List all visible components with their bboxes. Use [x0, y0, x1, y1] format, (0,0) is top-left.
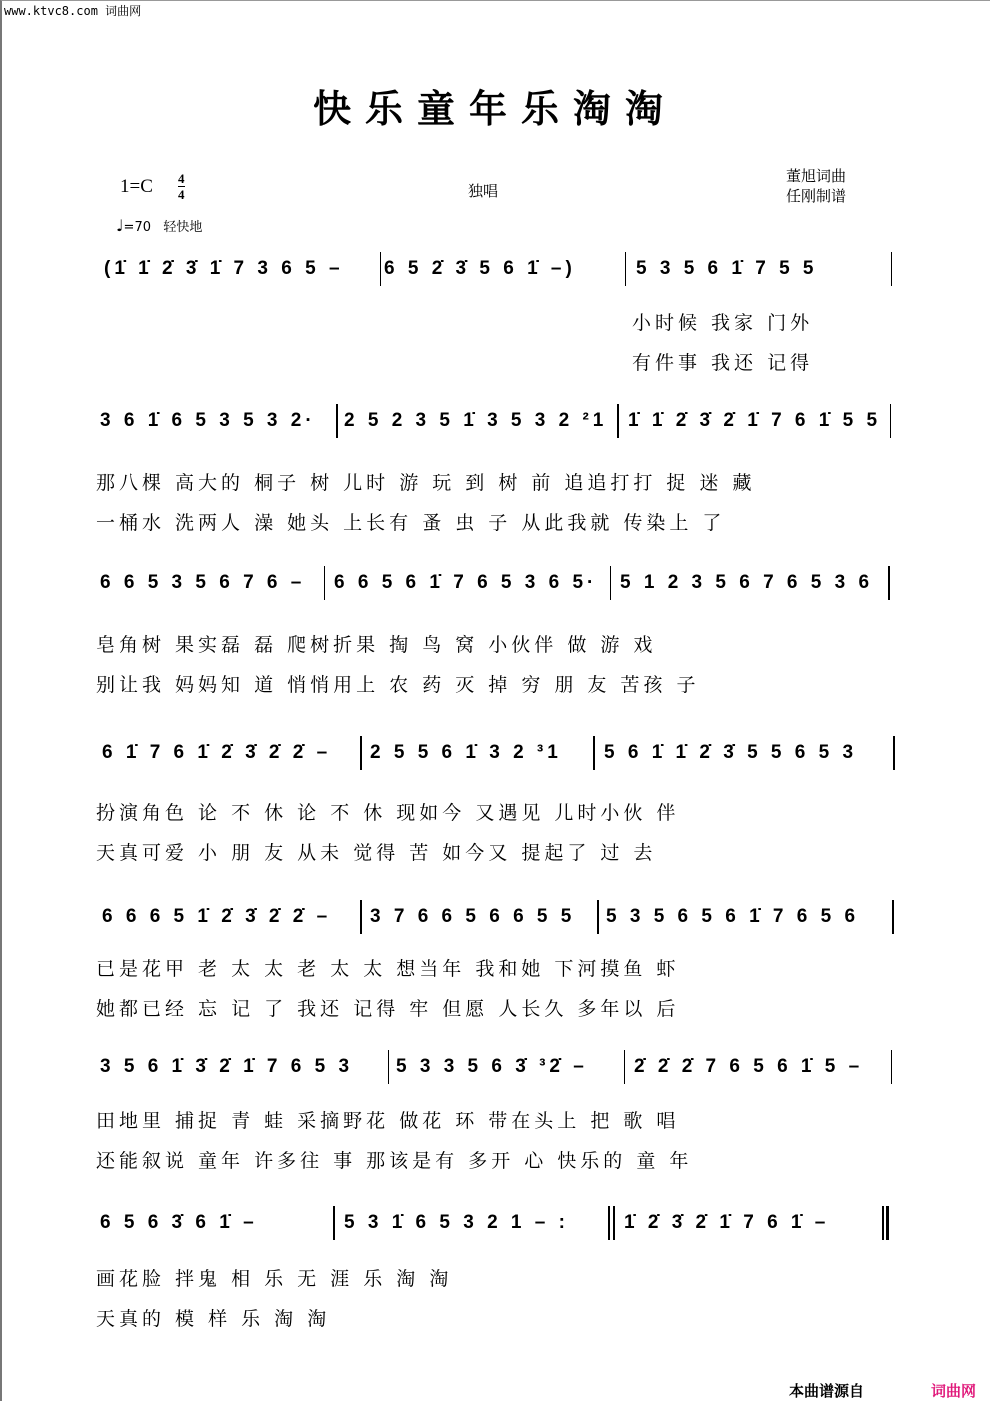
barline	[597, 900, 599, 934]
repeat-start-barline	[613, 1206, 615, 1240]
measure: 3 5 6 1̇ 3̇ 2̇ 1̇ 7 6 5 3	[100, 1056, 354, 1077]
lyric-verse-1: 已是花甲 老 太 太 老 太 太 想当年 我和她 下河摸鱼 虾	[96, 958, 680, 980]
credits	[786, 166, 846, 206]
measure: 6 5 2̇ 3̇ 5 6 1̇ –)	[384, 258, 576, 279]
site-watermark[interactable]: www.ktvc8.com 词曲网	[4, 4, 142, 18]
music-line	[0, 252, 990, 290]
barline	[888, 566, 890, 600]
lyric-verse-1: 画花脸 拌鬼 相 乐 无 涯 乐 淘 淘	[96, 1268, 453, 1290]
lyric-verse-2: 别让我 妈妈知 道 悄悄用上 农 药 灭 掉 穷 朋 友 苦孩 子	[96, 674, 700, 696]
lyric-verse-2: 天真可爱 小 朋 友 从未 觉得 苦 如今又 提起了 过 去	[96, 842, 657, 864]
tempo-bpm: =70	[123, 220, 151, 235]
barline	[891, 1050, 892, 1084]
measure: 6 6 5 3 5 6 7 6 –	[100, 572, 306, 593]
measure: 5 3 5 6 1̇ 7 5 5	[636, 258, 818, 279]
measure: 2̇ 2̇ 2̇ 7 6 5 6 1̇ 5 –	[634, 1056, 864, 1077]
music-line	[0, 566, 990, 604]
barline	[360, 900, 362, 934]
key-signature: 1=C	[120, 176, 153, 197]
lyric-verse-2: 一桶水 洗两人 澡 她头 上长有 蚤 虫 子 从此我就 传染上 了	[96, 512, 726, 534]
quarter-note-icon: ♩	[116, 216, 124, 235]
barline	[593, 736, 595, 770]
lyric-verse-1: 那八棵 高大的 桐子 树 儿时 游 玩 到 树 前 追追打打 捉 迷 藏	[96, 472, 756, 494]
footer-source-label: 本曲谱源自	[788, 1382, 864, 1400]
measure: 1̇ 1̇ 2̇ 3̇ 2̇ 1̇ 7 6 1̇ 5 5	[628, 410, 882, 431]
time-signature	[178, 172, 185, 201]
barline	[890, 404, 891, 438]
music-line	[0, 736, 990, 774]
barline	[388, 1050, 389, 1084]
final-barline-thick	[886, 1206, 889, 1240]
barline	[891, 252, 892, 286]
footer-brand-link[interactable]: 词曲网	[930, 1382, 976, 1400]
tempo-expression: 轻快地	[163, 220, 203, 235]
measure: 3 6 1̇ 6 5 3 5 3 2·	[100, 410, 316, 431]
measure: 1̇ 2̇ 3̇ 2̇ 1̇ 7 6 1̇ –	[624, 1212, 830, 1233]
barline	[324, 566, 325, 600]
barline	[610, 566, 611, 600]
measure: 2 5 5 6 1̇ 3 2 ³1	[370, 742, 562, 763]
lyric-verse-2: 还能叙说 童年 许多往 事 那该是有 多开 心 快乐的 童 年	[96, 1150, 693, 1172]
barline	[336, 404, 338, 438]
performance-style: 独唱	[468, 182, 499, 200]
measure: 5 3 1̇ 6 5 3 2 1 – :	[344, 1212, 569, 1233]
credit-lyrics-music: 董旭词曲	[786, 167, 847, 185]
barline	[893, 736, 895, 770]
barline	[333, 1206, 335, 1240]
measure: 6 1̇ 7 6 1̇ 2̇ 3̇ 2̇ 2̇ –	[102, 742, 332, 763]
measure: 5 1 2 3 5 6 7 6 5 3 6	[620, 572, 874, 593]
lyric-verse-2: 天真的 模 样 乐 淘 淘	[96, 1308, 331, 1330]
measure: 5 3 5 6 5 6 1̇ 7 6 5 6	[606, 906, 860, 927]
time-sig-top: 4	[178, 171, 185, 186]
lyric-verse-1: 田地里 捕捉 青 蛙 采摘野花 做花 环 带在头上 把 歌 唱	[96, 1110, 680, 1132]
credit-transcriber: 任刚制谱	[786, 187, 847, 205]
measure: 3 7 6 6 5 6 6 5 5	[370, 906, 576, 927]
lyric-verse-2: 她都已经 忘 记 了 我还 记得 牢 但愿 人长久 多年以 后	[96, 998, 680, 1020]
measure: 6 6 5 6 1̇ 7 6 5 3 6 5·	[334, 572, 598, 593]
barline	[617, 404, 619, 438]
measure: 6 5 6 3̇ 6 1̇ –	[100, 1212, 258, 1233]
time-sig-bottom: 4	[178, 187, 185, 202]
music-line	[0, 1206, 990, 1244]
measure: (1̇ 1̇ 2̇ 3̇ 1̇ 7 3 6 5 –	[104, 258, 344, 279]
lyric-verse-2: 有件事 我还 记得	[632, 352, 814, 374]
measure: 2 5 2 3 5 1̇ 3 5 3 2 ²1	[344, 410, 608, 431]
lyric-verse-1: 皂角树 果实磊 磊 爬树折果 掏 鸟 窝 小伙伴 做 游 戏	[96, 634, 657, 656]
music-line	[0, 1050, 990, 1088]
barline	[624, 1050, 625, 1084]
measure: 5 6 1̇ 1̇ 2̇ 3̇ 5 5 6 5 3	[604, 742, 858, 763]
final-barline	[882, 1206, 884, 1240]
repeat-end-barline	[608, 1206, 610, 1240]
barline	[380, 252, 381, 286]
measure: 6 6 6 5 1̇ 2̇ 3̇ 2̇ 2̇ –	[102, 906, 332, 927]
song-title: 快乐童年乐淘淘	[312, 86, 677, 131]
barline	[360, 736, 362, 770]
lyric-verse-1: 扮演角色 论 不 休 论 不 休 现如今 又遇见 儿时小伙 伴	[96, 802, 680, 824]
lyric-verse-1: 小时候 我家 门外	[632, 312, 814, 334]
barline	[625, 252, 626, 286]
tempo-marking	[116, 216, 202, 235]
music-line	[0, 404, 990, 442]
barline	[892, 900, 894, 934]
music-line	[0, 900, 990, 938]
measure: 5 3 3 5 6 3̇ ³2̇ –	[396, 1056, 588, 1077]
